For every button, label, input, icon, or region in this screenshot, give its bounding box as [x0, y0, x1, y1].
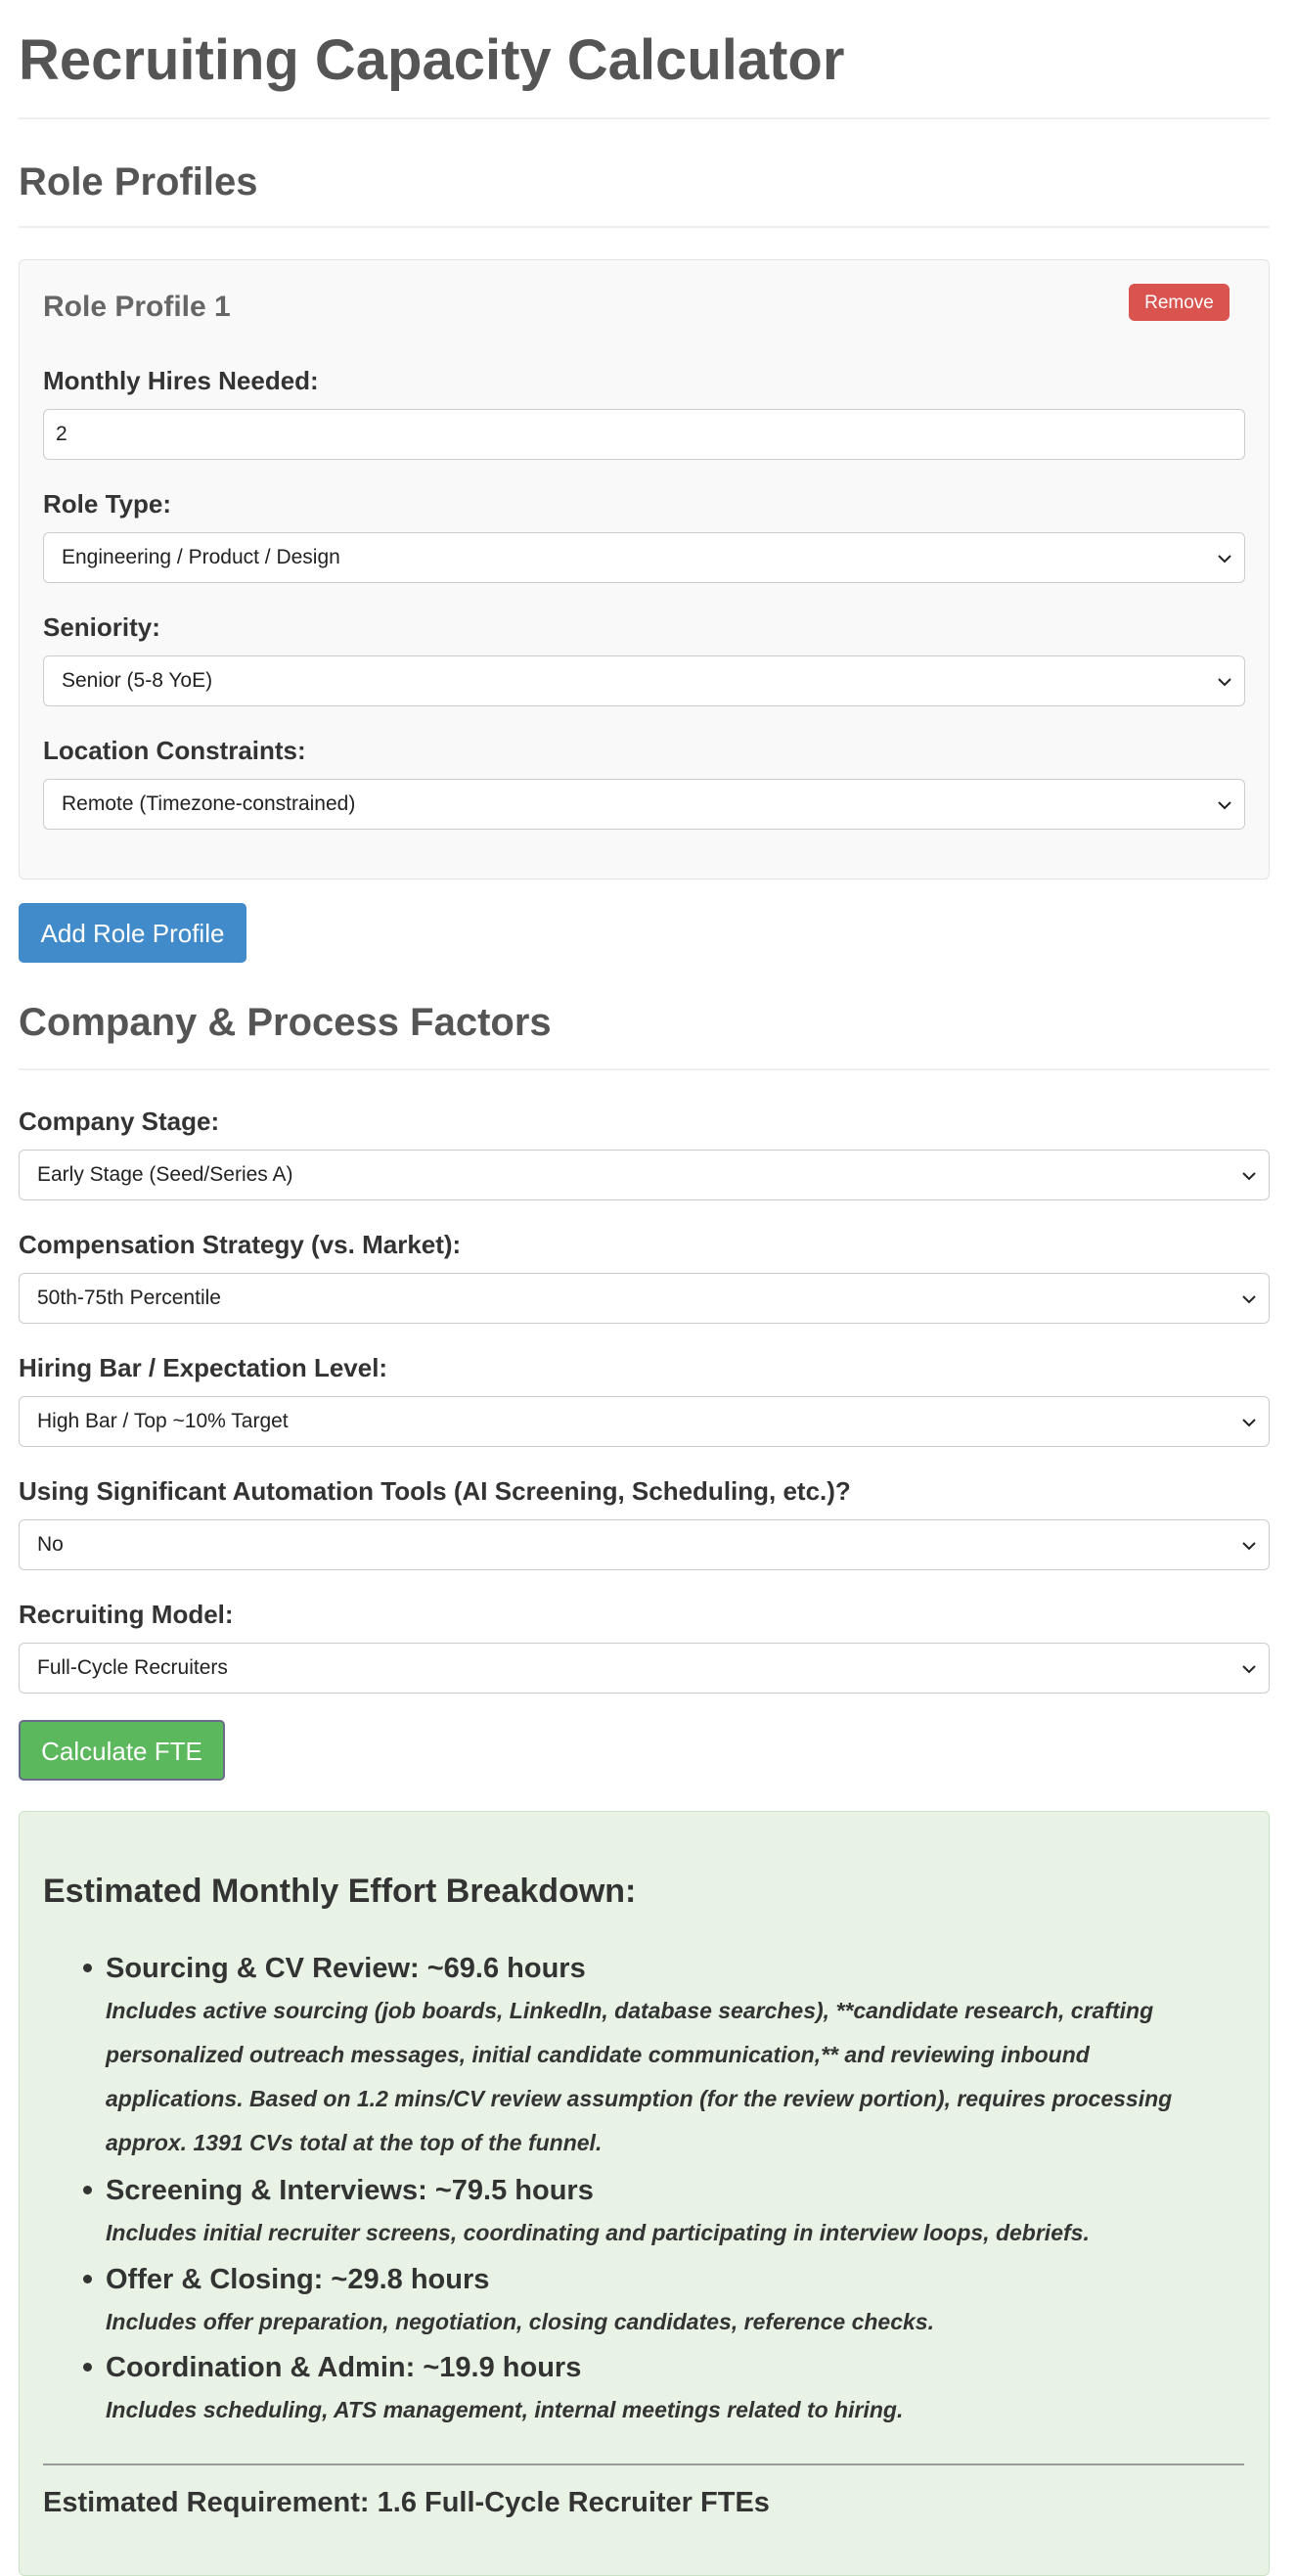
- compensation-label: Compensation Strategy (vs. Market):: [19, 1230, 462, 1259]
- results-panel: [19, 1811, 1270, 2576]
- automation-value: No: [37, 1533, 64, 1556]
- chevron-down-icon: [1215, 549, 1234, 568]
- recruiting-model-value: Full-Cycle Recruiters: [37, 1656, 228, 1679]
- effort-item-description: Includes active sourcing (job boards, LinkedIn, database searches), **candidate research, crafting personalized outreach messages, initial candidate communication,** and reviewing inbound applications. Based on 1.2 mins/CV review assumption (for the review portion), requires processing approx. 1391 CVs total at the top of the funnel.: [106, 1998, 1173, 2155]
- role-type-value: Engineering / Product / Design: [62, 546, 340, 568]
- effort-item-description: Includes offer preparation, negotiation, closing candidates, reference checks.: [106, 2309, 934, 2334]
- automation-select[interactable]: [19, 1519, 1270, 1570]
- company-factors-heading: Company & Process Factors: [19, 1001, 552, 1044]
- effort-item-description: Includes initial recruiter screens, coordinating and participating in interview loops, debriefs.: [106, 2220, 1090, 2245]
- chevron-down-icon: [1215, 672, 1234, 692]
- recruiting-model-select[interactable]: [19, 1643, 1270, 1694]
- remove-profile-button[interactable]: Remove: [1129, 284, 1230, 321]
- calculate-fte-button[interactable]: Calculate FTE: [19, 1720, 225, 1781]
- chevron-down-icon: [1239, 1166, 1259, 1186]
- company-stage-select[interactable]: [19, 1150, 1270, 1200]
- bullet-icon: [83, 2363, 92, 2372]
- list-item: [106, 2263, 1230, 2344]
- role-profile-title: Role Profile 1: [43, 291, 231, 323]
- monthly-hires-label: Monthly Hires Needed:: [43, 366, 319, 395]
- location-label: Location Constraints:: [43, 736, 306, 765]
- chevron-down-icon: [1215, 795, 1234, 815]
- effort-item-description: Includes scheduling, ATS management, internal meetings related to hiring.: [106, 2397, 904, 2422]
- recruiting-model-label: Recruiting Model:: [19, 1600, 234, 1629]
- effort-item-title: Offer & Closing: ~29.8 hours: [106, 2264, 490, 2295]
- location-value: Remote (Timezone-constrained): [62, 792, 356, 815]
- role-type-select[interactable]: [43, 532, 1245, 583]
- company-factors-divider: [19, 1068, 1270, 1070]
- role-profile-card: [19, 259, 1270, 880]
- monthly-hires-value: 2: [56, 423, 67, 445]
- fte-requirement: Estimated Requirement: 1.6 Full-Cycle Recruiter FTEs: [43, 2487, 770, 2518]
- company-stage-label: Company Stage:: [19, 1107, 220, 1136]
- page-title: Recruiting Capacity Calculator: [19, 28, 845, 92]
- hiring-bar-value: High Bar / Top ~10% Target: [37, 1410, 289, 1432]
- monthly-hires-input[interactable]: [43, 409, 1245, 460]
- effort-item-title: Screening & Interviews: ~79.5 hours: [106, 2175, 594, 2206]
- bullet-icon: [83, 1964, 92, 1972]
- compensation-value: 50th-75th Percentile: [37, 1287, 221, 1309]
- title-divider: [19, 117, 1270, 119]
- chevron-down-icon: [1239, 1659, 1259, 1679]
- location-select[interactable]: [43, 779, 1245, 830]
- role-profiles-divider: [19, 226, 1270, 228]
- automation-label: Using Significant Automation Tools (AI Screening, Scheduling, etc.)?: [19, 1476, 851, 1506]
- bullet-icon: [83, 2275, 92, 2283]
- seniority-value: Senior (5-8 YoE): [62, 669, 213, 692]
- effort-item-title: Sourcing & CV Review: ~69.6 hours: [106, 1953, 586, 1984]
- chevron-down-icon: [1239, 1289, 1259, 1309]
- compensation-select[interactable]: [19, 1273, 1270, 1324]
- chevron-down-icon: [1239, 1536, 1259, 1556]
- list-item: [106, 1952, 1230, 2165]
- bullet-icon: [83, 2186, 92, 2194]
- list-item: [106, 2351, 1230, 2432]
- role-type-label: Role Type:: [43, 489, 171, 519]
- hiring-bar-label: Hiring Bar / Expectation Level:: [19, 1353, 388, 1382]
- seniority-label: Seniority:: [43, 612, 160, 642]
- results-heading: Estimated Monthly Effort Breakdown:: [43, 1873, 637, 1910]
- chevron-down-icon: [1239, 1413, 1259, 1432]
- list-item: [106, 2174, 1230, 2255]
- role-profiles-heading: Role Profiles: [19, 160, 258, 203]
- results-divider: [43, 2463, 1244, 2465]
- effort-item-title: Coordination & Admin: ~19.9 hours: [106, 2352, 582, 2383]
- company-stage-value: Early Stage (Seed/Series A): [37, 1163, 293, 1186]
- add-role-profile-button[interactable]: Add Role Profile: [19, 903, 246, 963]
- seniority-select[interactable]: [43, 655, 1245, 706]
- hiring-bar-select[interactable]: [19, 1396, 1270, 1447]
